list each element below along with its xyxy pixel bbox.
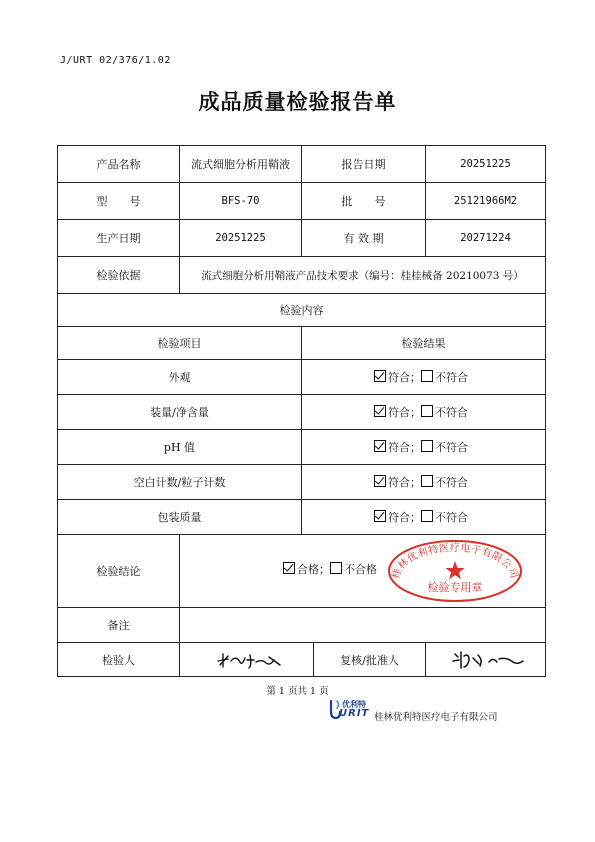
empty-box-icon[interactable]	[421, 440, 433, 452]
section-title: 检验内容	[58, 294, 546, 327]
notes-value[interactable]	[180, 608, 546, 643]
batch-value: 25121966M2	[426, 183, 546, 220]
item-result: 符合； 不符合	[302, 500, 546, 535]
document-code: J/URT 02/376/1.02	[60, 55, 171, 66]
inspector-signature	[180, 643, 314, 677]
conclusion-label: 检验结论	[58, 535, 180, 608]
row-model	[58, 183, 546, 220]
reviewer-signature	[426, 643, 546, 677]
table-row	[58, 360, 546, 395]
row-section-title	[58, 294, 546, 327]
item-result: 符合； 不符合	[302, 395, 546, 430]
table-row	[58, 465, 546, 500]
basis-value: 流式细胞分析用鞘液产品技术要求（编号：桂桂械备 20210073 号）	[180, 257, 546, 294]
empty-box-icon[interactable]	[421, 510, 433, 522]
report-title: 成品质量检验报告单	[198, 90, 397, 114]
stamp-purpose-text: 检验专用章	[427, 581, 483, 594]
inspector-signature-icon	[214, 649, 286, 671]
item-result: 符合； 不符合	[302, 465, 546, 500]
notes-label: 备注	[58, 608, 180, 643]
brand-name-cn: 优利特	[342, 700, 366, 709]
checked-box-icon[interactable]	[374, 440, 386, 452]
empty-box-icon[interactable]	[421, 475, 433, 487]
table-row	[58, 500, 546, 535]
company-name: 桂林优利特医疗电子有限公司	[374, 712, 498, 723]
conclusion-options: 合格； 不合格	[283, 561, 377, 577]
checked-box-icon[interactable]	[374, 475, 386, 487]
conclusion-value	[180, 535, 546, 608]
inspection-stamp-icon	[385, 539, 525, 603]
product-name-value: 流式细胞分析用鞘液	[180, 146, 302, 183]
item-name: 包装质量	[58, 500, 302, 535]
row-production-date	[58, 220, 546, 257]
model-label: 型 号	[58, 183, 180, 220]
checked-box-icon[interactable]	[283, 562, 295, 574]
expiry-label: 有 效 期	[302, 220, 426, 257]
expiry-value: 20271224	[426, 220, 546, 257]
item-name: pH 值	[58, 430, 302, 465]
row-column-headers	[58, 327, 546, 360]
report-date-value: 20251225	[426, 146, 546, 183]
checked-box-icon[interactable]	[374, 510, 386, 522]
empty-box-icon[interactable]	[421, 370, 433, 382]
item-name: 空白计数/粒子计数	[58, 465, 302, 500]
basis-label: 检验依据	[58, 257, 180, 294]
item-result: 符合； 不符合	[302, 430, 546, 465]
item-name: 装量/净含量	[58, 395, 302, 430]
page-number: 第 1 页共 1 页	[266, 686, 329, 697]
batch-label: 批 号	[302, 183, 426, 220]
production-date-label: 生产日期	[58, 220, 180, 257]
reviewer-label: 复核/批准人	[314, 643, 426, 677]
production-date-value: 20251225	[180, 220, 302, 257]
inspector-label: 检验人	[58, 643, 180, 677]
row-notes	[58, 608, 546, 643]
report-date-label: 报告日期	[302, 146, 426, 183]
row-product-name	[58, 146, 546, 183]
empty-box-icon[interactable]	[421, 405, 433, 417]
inspection-report-table	[57, 145, 546, 677]
empty-box-icon[interactable]	[330, 562, 342, 574]
checked-box-icon[interactable]	[374, 370, 386, 382]
item-name: 外观	[58, 360, 302, 395]
table-row	[58, 395, 546, 430]
table-row	[58, 430, 546, 465]
brand-name-en: URIT	[339, 708, 370, 719]
stamp-company-text: 桂林优利特医疗电子有限公司	[390, 543, 520, 581]
product-name-label: 产品名称	[58, 146, 180, 183]
row-signatures	[58, 643, 546, 677]
model-value: BFS-70	[180, 183, 302, 220]
item-result: 符合； 不符合	[302, 360, 546, 395]
row-basis	[58, 257, 546, 294]
col-header-result: 检验结果	[302, 327, 546, 360]
reviewer-signature-icon	[449, 648, 529, 672]
checked-box-icon[interactable]	[374, 405, 386, 417]
col-header-item: 检验项目	[58, 327, 302, 360]
row-conclusion	[58, 535, 546, 608]
